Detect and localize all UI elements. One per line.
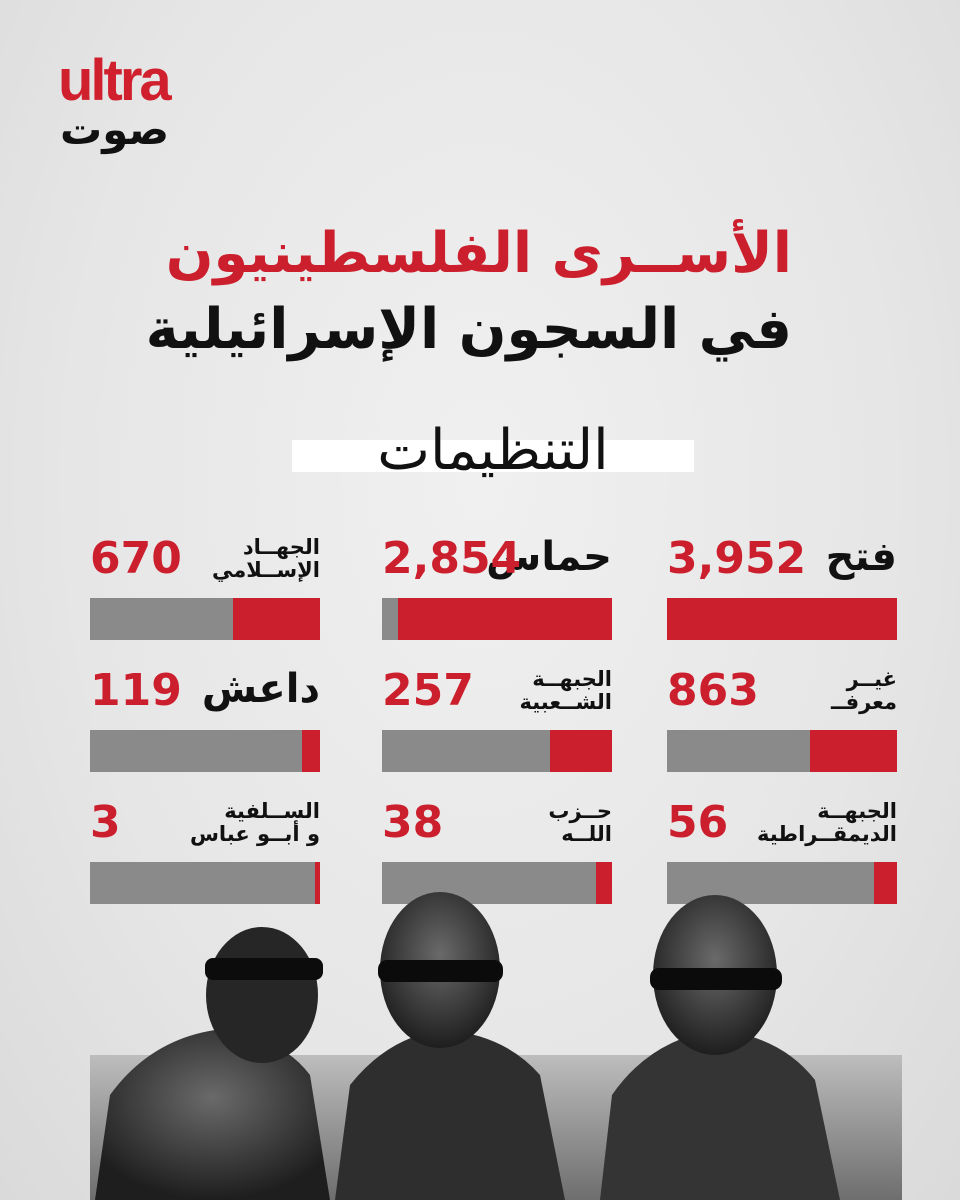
bar-category-label <box>757 799 897 846</box>
logo-latin-text: ultra <box>58 48 169 113</box>
bar-category-label-line: الشــعبية <box>519 690 612 714</box>
bar-cell <box>90 533 320 644</box>
bar-track <box>382 862 612 904</box>
logo-arabic-text: صوت <box>60 105 170 154</box>
bar-category-label-line: غيــر <box>846 667 897 691</box>
bar-category-label <box>202 666 320 712</box>
bar-track <box>382 598 612 640</box>
bar-category-label <box>494 668 612 714</box>
bar-cell <box>382 665 612 776</box>
bar-fill <box>398 598 612 640</box>
bar-category-label-line: حماس <box>486 534 612 580</box>
bar-fill <box>874 862 897 904</box>
bar-track <box>667 730 897 772</box>
bar-track <box>382 730 612 772</box>
bar-category-label <box>202 536 320 582</box>
bar-category-label-line: الإســلامي <box>211 558 320 582</box>
bar-value-label: 3 <box>90 797 121 848</box>
bar-category-label-line: فتح <box>825 534 897 580</box>
bar-category-label-line: الديمقــراطية <box>757 822 897 846</box>
bar-value-label: 119 <box>90 665 182 716</box>
bar-value-label: 38 <box>382 797 444 848</box>
bar-value-label: 257 <box>382 665 474 716</box>
bar-fill <box>233 598 320 640</box>
bar-value-label: 56 <box>667 797 729 848</box>
bar-fill <box>315 862 320 904</box>
bar-category-label-line: الجبهــة <box>817 799 897 823</box>
bar-fill <box>550 730 612 772</box>
bar-cell <box>667 665 897 776</box>
bar-track <box>667 598 897 640</box>
bar-category-label-line: اللــه <box>561 822 612 846</box>
title-line-1: الأســرى الفلسطينيون <box>165 221 792 286</box>
bar-value-label: 670 <box>90 533 182 584</box>
bar-category-label-line: حــزب <box>548 799 612 823</box>
bar-category-label-line: الســلفية <box>224 799 320 823</box>
bar-category-label-line: الجبهــة <box>532 667 612 691</box>
bar-cell <box>667 533 897 644</box>
bar-fill <box>596 862 612 904</box>
prisoners-photo <box>0 900 960 1200</box>
bar-cell <box>382 533 612 644</box>
bar-track <box>90 730 320 772</box>
bar-track <box>90 598 320 640</box>
bar-category-label-line: الجهــاد <box>242 535 320 559</box>
bar-category-label-line: و أبــو عباس <box>189 822 320 846</box>
bar-cell <box>90 665 320 776</box>
bar-value-label: 863 <box>667 665 759 716</box>
ultra-sawt-logo <box>58 48 228 154</box>
bar-cell <box>382 797 612 908</box>
bar-category-label <box>494 800 612 846</box>
bar-category-label-line: معرفــ <box>830 690 897 714</box>
bar-fill <box>667 598 897 640</box>
title-line-2: في السجون الإسرائيلية <box>145 297 792 362</box>
bar-value-label: 2,854 <box>382 533 522 584</box>
bar-fill <box>302 730 320 772</box>
bar-category-label-line: داعش <box>201 666 320 712</box>
bar-cell <box>667 797 897 908</box>
bar-fill <box>810 730 897 772</box>
bar-value-label: 3,952 <box>667 533 807 584</box>
bar-category-label <box>779 668 897 714</box>
bar-cell <box>90 797 320 908</box>
chart-subtitle: التنظيمات <box>377 418 609 483</box>
bar-track <box>90 862 320 904</box>
bar-category-label <box>189 799 320 846</box>
